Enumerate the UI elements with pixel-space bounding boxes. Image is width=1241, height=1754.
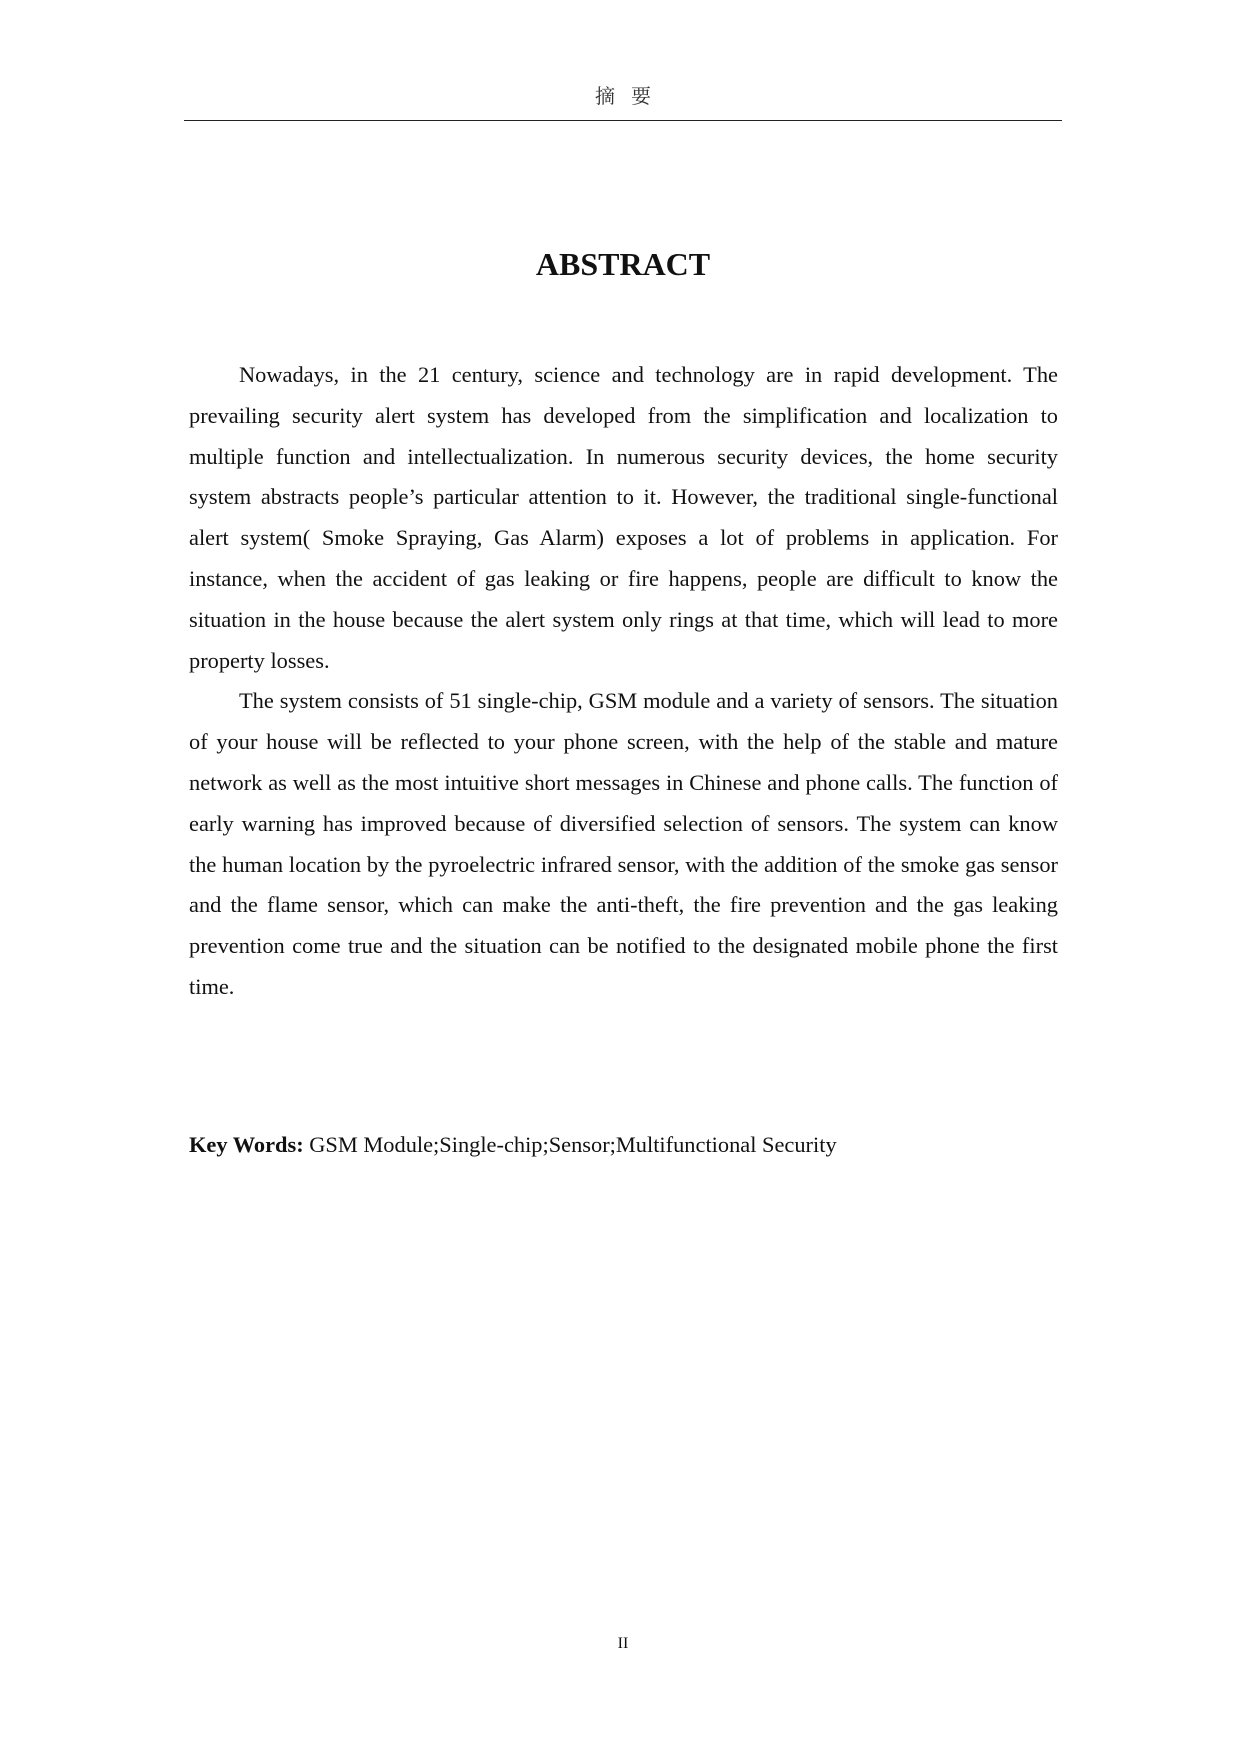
abstract-title: ABSTRACT <box>535 246 711 282</box>
abstract-paragraph-1: Nowadays, in the 21 century, science and technology are in rapid development. The prevailing security alert system has developed from the simplification and localization to multiple function and intellectualization. In numerous security devices, the home security system abstracts people’s particular attention to it. However, the traditional single-functional alert system( Smoke Spraying, Gas Alarm) exposes a lot of problems in application. For instance, when the accident of gas leaking or fire happens, people are difficult to know the situation in the house because the alert system only rings at that time, which will lead to more property losses. <box>189 362 1058 673</box>
abstract-body <box>189 355 1058 1008</box>
keywords-label: Key Words: <box>189 1132 304 1157</box>
keywords-line <box>189 1130 1058 1160</box>
abstract-paragraph-2: The system consists of 51 single-chip, GSM module and a variety of sensors. The situation of your house will be reflected to your phone screen, with the help of the stable and mature network as well as the most intuitive short messages in Chinese and phone calls. The function of early warning has improved because of diversified selection of sensors. The system can know the human location by the pyroelectric infrared sensor, with the addition of the smoke gas sensor and the flame sensor, which can make the anti-theft, the fire prevention and the gas leaking prevention come true and the situation can be notified to the designated mobile phone the first time. <box>189 688 1058 999</box>
running-header-title: 摘要 <box>595 84 667 108</box>
keywords-value: GSM Module;Single-chip;Sensor;Multifunctional Security <box>309 1132 837 1157</box>
running-header <box>184 86 1062 121</box>
page-number: II <box>617 1635 629 1652</box>
